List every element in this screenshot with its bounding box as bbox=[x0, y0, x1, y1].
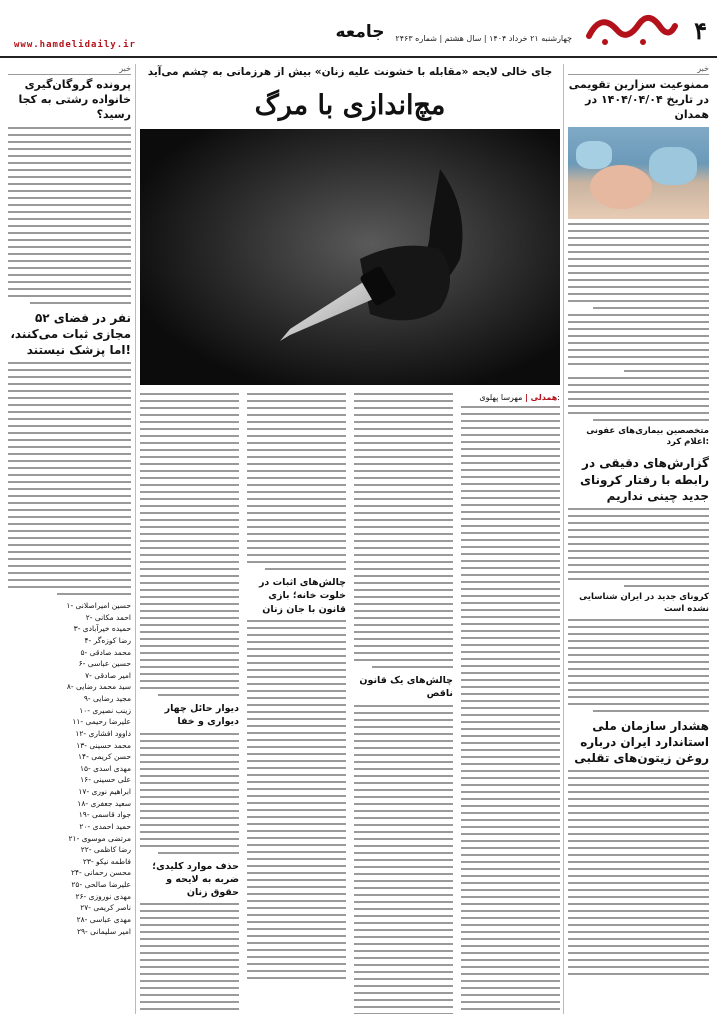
hero-knife-photo bbox=[140, 129, 560, 385]
story-headline[interactable]: ممنوعیت سزارین تقویمی در تاریخ ۱۴۰۴/۰۴/۰۴ در همدان bbox=[568, 78, 709, 121]
story-headline[interactable]: گزارش‌های دقیقی در رابطه با رفتار کرونای جدید چینی نداریم bbox=[579, 456, 709, 503]
newborn-photo bbox=[568, 127, 709, 219]
article-body bbox=[568, 619, 709, 712]
article-body bbox=[247, 393, 346, 570]
list-item: ۸- سید محمد رضایی bbox=[66, 682, 131, 692]
column-label: خبر bbox=[568, 64, 709, 75]
list-item: ۱۷- ابراهیم نوری bbox=[78, 787, 131, 797]
list-item: ۱- حسین امیراصلانی bbox=[66, 601, 131, 611]
list-item: ۲۸- مهدی عباسی bbox=[76, 914, 131, 924]
list-item: ۱۴- حسن کریمی bbox=[78, 752, 131, 762]
article-body bbox=[8, 127, 131, 304]
article-columns bbox=[140, 393, 560, 1014]
article-body bbox=[461, 406, 560, 1014]
list-item: ۱۸- سعید جعفری bbox=[77, 798, 131, 808]
list-item: ۲۲- رضا کاظمی bbox=[80, 845, 131, 855]
story-headline[interactable]: ۵۲ نفر در فضای مجازی ثبات می‌کنند، اما پزشک نیستند! bbox=[10, 310, 131, 357]
story-subhead: کرونای جدید در ایران شناسایی نشده است bbox=[579, 591, 709, 614]
article-body bbox=[354, 393, 453, 668]
article-body bbox=[568, 770, 709, 975]
story-kicker: متخصصین بیماری‌های عفونی اعلام کرد: bbox=[586, 425, 709, 448]
list-item: ۲۷- ناصر کریمی bbox=[80, 903, 131, 913]
list-item: ۱۹- جواد قاسمی bbox=[78, 810, 131, 820]
article-column bbox=[140, 393, 239, 1014]
list-item: ۳- حمیده خیرآبادی bbox=[73, 624, 131, 634]
article-body bbox=[8, 362, 131, 595]
list-item: ۱۰- زینب نصیری bbox=[79, 705, 131, 715]
newspaper-logo bbox=[581, 6, 679, 50]
section-title: جامعه bbox=[335, 22, 385, 42]
article-subhead: چالش‌های یک قانون ناقص bbox=[359, 675, 453, 700]
article-kicker: جای خالی لایحه «مقابله با خشونت علیه زنان» بیش از هرزمانی به چشم می‌آید bbox=[147, 66, 553, 78]
column-label: خبر bbox=[8, 64, 131, 75]
byline-author: مهرسا پهلوی: bbox=[479, 393, 560, 402]
article-headline[interactable]: مچ‌اندازی با مرگ bbox=[254, 90, 446, 121]
list-item: ۱۵- مهدی اسدی bbox=[80, 763, 131, 773]
list-item: ۲۴- محسن رحمانی bbox=[70, 868, 131, 878]
main-article bbox=[140, 64, 560, 1014]
list-item: ۷- امیر صادقی bbox=[85, 670, 131, 680]
list-item: ۱۶- علی حسینی bbox=[80, 775, 131, 785]
list-item: ۲۹- امیر سلیمانی bbox=[76, 926, 131, 936]
names-list bbox=[8, 600, 131, 937]
article-body bbox=[140, 903, 239, 1014]
article-body bbox=[140, 393, 239, 696]
right-news-column bbox=[563, 64, 709, 1014]
article-body bbox=[568, 508, 709, 587]
story-headline[interactable]: پرونده گروگان‌گیری خانواده رشتی به کجا رسید؟ bbox=[18, 78, 131, 121]
left-news-column bbox=[8, 64, 136, 1014]
list-item: ۲۰- حمید احمدی bbox=[79, 821, 131, 831]
article-column bbox=[461, 393, 560, 1014]
list-item: ۶- حسین عباسی bbox=[78, 659, 131, 669]
list-item: ۲۶- مهدی نوروزی bbox=[75, 891, 131, 901]
list-item: ۱۳- محمد حسینی bbox=[76, 740, 131, 750]
list-item: ۲۱- مرتضی موسوی bbox=[68, 833, 131, 843]
list-item: ۱۲- داوود افشاری bbox=[75, 728, 131, 738]
list-item: ۲۵- علیرضا صالحی bbox=[71, 880, 131, 890]
article-subhead: دیوار حائل چهار دیواری و خفا bbox=[164, 703, 239, 728]
list-item: ۹- مجید رضایی bbox=[83, 694, 131, 704]
knife-illustration bbox=[140, 129, 560, 385]
list-item: ۴- رضا کوزه‌گر bbox=[84, 635, 131, 645]
article-subhead: چالش‌های اثبات در خلوت خانه؛ بازی قانون با جان زنان bbox=[258, 577, 346, 615]
page-header bbox=[0, 0, 717, 58]
list-item: ۲۳- فاطمه نیکو bbox=[82, 856, 131, 866]
logo-mark bbox=[581, 6, 679, 50]
list-item: ۲- احمد مکانی bbox=[85, 612, 131, 622]
issue-meta: چهارشنبه ۲۱ خرداد ۱۴۰۴ | سال هشتم | شماره ۲۴۶۳ bbox=[395, 34, 572, 43]
article-body bbox=[140, 733, 239, 854]
story-headline[interactable]: هشدار سازمان ملی استاندارد ایران درباره روغن زیتون‌های تقلبی bbox=[574, 718, 709, 766]
list-item: ۱۱- علیرضا رحیمی bbox=[72, 717, 131, 727]
article-body bbox=[247, 620, 346, 979]
byline bbox=[461, 393, 560, 402]
article-column bbox=[247, 393, 346, 1014]
article-column bbox=[354, 393, 453, 1014]
article-body bbox=[354, 705, 453, 1014]
site-url[interactable]: www.hamdelidaily.ir bbox=[14, 40, 136, 50]
page-number: ۴ bbox=[694, 16, 707, 45]
byline-label: همدلی | bbox=[524, 393, 558, 402]
article-body bbox=[568, 223, 709, 421]
article-subhead: حذف موارد کلیدی؛ ضربه به لایحه و حقوق زنان bbox=[152, 860, 239, 899]
list-item: ۵- محمد صادقی bbox=[80, 647, 131, 657]
